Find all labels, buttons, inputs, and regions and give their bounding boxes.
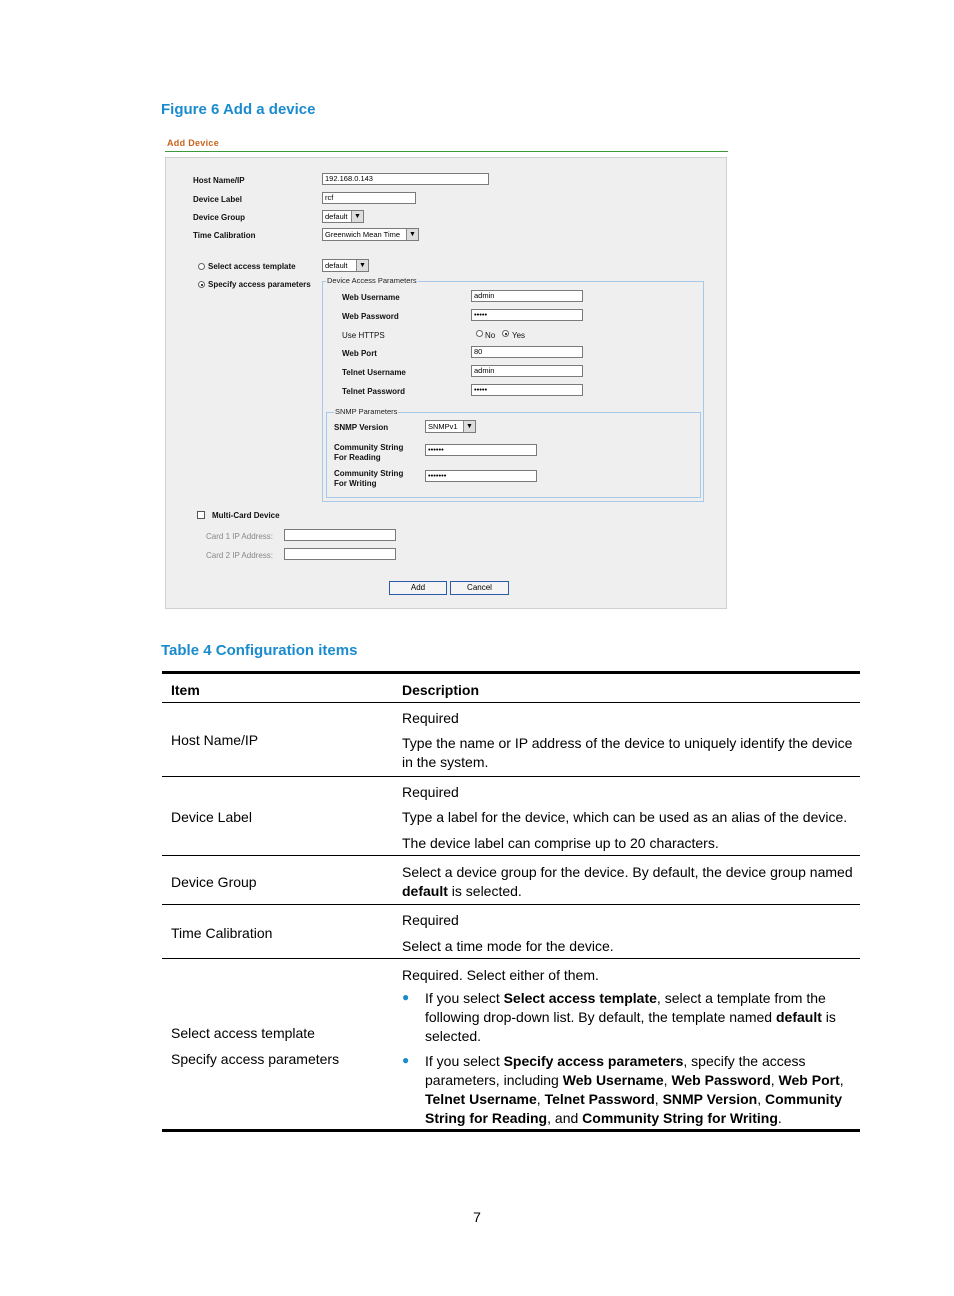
- dialog-title: Add Device: [167, 138, 220, 148]
- specify-params-radio[interactable]: [198, 281, 205, 288]
- row-access-p1: Required. Select either of them.: [402, 967, 599, 983]
- text-run: ,: [757, 1091, 766, 1107]
- row-rule: [162, 776, 860, 777]
- row-specify-params-item: Specify access parameters: [171, 1051, 340, 1067]
- dialog-title-rule: [165, 151, 728, 152]
- text-run: If you select: [425, 1053, 504, 1069]
- text-run: ,: [663, 1072, 672, 1088]
- text-run-bold: Select access template: [503, 990, 657, 1006]
- card1-input[interactable]: [284, 529, 396, 541]
- row-time-calibration-p2: Select a time mode for the device.: [402, 938, 614, 954]
- row-time-calibration-p1: Required: [402, 912, 459, 928]
- row-host-name-p2: Type the name or IP address of the device to uniquely identify the device in the system.: [402, 735, 853, 770]
- header-description: Description: [402, 682, 480, 698]
- text-run-bold: Telnet Username: [425, 1091, 537, 1107]
- select-template-radio[interactable]: [198, 263, 205, 270]
- row-access-bullet-2: [402, 1052, 856, 1128]
- text-run-bold: Specify access parameters: [503, 1053, 684, 1069]
- access-template-select[interactable]: [322, 259, 369, 272]
- card1-label: Card 1 IP Address:: [206, 532, 273, 541]
- multi-card-label: Multi-Card Device: [212, 511, 280, 520]
- row-access-bullet-1: [402, 989, 856, 1046]
- bullet-icon: ●: [402, 1053, 410, 1067]
- web-password-input[interactable]: •••••: [471, 309, 583, 321]
- row-rule: [162, 958, 860, 959]
- card2-label: Card 2 IP Address:: [206, 551, 273, 560]
- card2-input[interactable]: [284, 548, 396, 560]
- text-run: .: [777, 1110, 782, 1126]
- header-item: Item: [171, 682, 200, 698]
- web-username-input[interactable]: admin: [471, 290, 583, 302]
- device-label-label: Device Label: [193, 195, 242, 204]
- page-number: 7: [473, 1209, 481, 1225]
- add-button[interactable]: Add: [389, 581, 447, 595]
- text-run: , specify the access parameters, including: [425, 1053, 806, 1088]
- figure-caption: Figure 6 Add a device: [161, 101, 316, 118]
- row-device-group-p1: [402, 863, 856, 901]
- snmp-legend: SNMP Parameters: [335, 407, 398, 416]
- time-calibration-label: Time Calibration: [193, 231, 256, 240]
- row-device-label-item: Device Label: [171, 809, 252, 825]
- text-run-bold: default: [775, 1009, 822, 1025]
- text-run-bold: SNMP Version: [662, 1091, 758, 1107]
- text-run-bold: default: [402, 883, 448, 899]
- text-run-bold: Web Username: [562, 1072, 664, 1088]
- use-https-label: Use HTTPS: [342, 331, 385, 340]
- snmp-version-label: SNMP Version: [334, 423, 389, 432]
- row-device-label-p2: Type a label for the device, which can be used as an alias of the device.: [402, 809, 848, 825]
- telnet-username-label: Telnet Username: [342, 368, 406, 377]
- text-run: , select a template from the following drop-down list. By default, the template named: [425, 990, 826, 1025]
- table-bottom-rule: [162, 1129, 860, 1132]
- row-rule: [162, 855, 860, 856]
- text-run-bold: Telnet Password: [544, 1091, 655, 1107]
- time-calibration-value: Greenwich Mean Time: [325, 230, 401, 239]
- https-yes-radio[interactable]: [502, 330, 509, 337]
- web-password-label: Web Password: [342, 312, 399, 321]
- select-template-label: Select access template: [208, 262, 296, 271]
- telnet-password-label: Telnet Password: [342, 387, 405, 396]
- table-top-rule: [162, 671, 860, 674]
- text-run-bold: Community String for Writing: [582, 1110, 778, 1126]
- community-read-label-1: Community String: [334, 443, 404, 452]
- text-run: , and: [547, 1110, 583, 1126]
- device-access-legend: Device Access Parameters: [327, 276, 417, 285]
- chevron-down-icon: ▼: [351, 211, 363, 222]
- https-no-radio[interactable]: [476, 330, 483, 337]
- cancel-button[interactable]: Cancel: [450, 581, 509, 595]
- community-write-input[interactable]: •••••••: [425, 470, 537, 482]
- device-group-select[interactable]: [322, 210, 364, 223]
- row-rule: [162, 904, 860, 905]
- text-run: is selected.: [447, 883, 522, 899]
- text-run: ,: [536, 1091, 545, 1107]
- device-group-label: Device Group: [193, 213, 246, 222]
- web-port-input[interactable]: 80: [471, 346, 583, 358]
- community-read-label-2: For Reading: [334, 453, 381, 462]
- host-name-input[interactable]: 192.168.0.143: [322, 173, 489, 185]
- row-device-label-p3: The device label can comprise up to 20 characters.: [402, 835, 719, 851]
- community-write-label-1: Community String: [334, 469, 404, 478]
- row-time-calibration-item: Time Calibration: [171, 925, 273, 941]
- text-run: Select a device group for the device. By default, the device group named: [402, 864, 853, 880]
- text-run: ,: [839, 1072, 844, 1088]
- access-template-value: default: [325, 261, 348, 270]
- bullet-icon: ●: [402, 990, 410, 1004]
- chevron-down-icon: ▼: [356, 260, 368, 271]
- text-run-bold: Community String for Reading: [425, 1091, 843, 1126]
- row-select-template-item: Select access template: [171, 1025, 315, 1041]
- text-run: ,: [654, 1091, 663, 1107]
- snmp-version-select[interactable]: [425, 420, 476, 433]
- device-label-input[interactable]: rcf: [322, 192, 416, 204]
- community-write-label-2: For Writing: [334, 479, 377, 488]
- web-username-label: Web Username: [342, 293, 400, 302]
- telnet-username-input[interactable]: admin: [471, 365, 583, 377]
- specify-params-label: Specify access parameters: [208, 280, 311, 289]
- snmp-version-value: SNMPv1: [428, 422, 458, 431]
- device-group-value: default: [325, 212, 348, 221]
- bullet-2-text: [425, 1052, 856, 1128]
- host-name-label: Host Name/IP: [193, 176, 245, 185]
- time-calibration-select[interactable]: [322, 228, 419, 241]
- table-caption: Table 4 Configuration items: [161, 642, 358, 659]
- chevron-down-icon: ▼: [463, 421, 475, 432]
- web-port-label: Web Port: [342, 349, 377, 358]
- text-run: If you select: [425, 990, 504, 1006]
- text-run-bold: Web Password: [671, 1072, 771, 1088]
- multi-card-checkbox[interactable]: [197, 511, 205, 519]
- header-rule: [162, 702, 860, 703]
- https-yes-label: Yes: [512, 331, 526, 340]
- telnet-password-input[interactable]: •••••: [471, 384, 583, 396]
- row-host-name-p1: Required: [402, 710, 459, 726]
- row-host-name-item: Host Name/IP: [171, 732, 259, 748]
- row-device-label-p1: Required: [402, 784, 459, 800]
- https-no-label: No: [485, 331, 496, 340]
- text-run: ,: [770, 1072, 779, 1088]
- text-run-bold: Web Port: [778, 1072, 840, 1088]
- chevron-down-icon: ▼: [406, 229, 418, 240]
- row-device-group-item: Device Group: [171, 874, 257, 890]
- community-read-input[interactable]: ••••••: [425, 444, 537, 456]
- bullet-1-text: [425, 989, 856, 1046]
- text-run: is selected.: [425, 1009, 836, 1044]
